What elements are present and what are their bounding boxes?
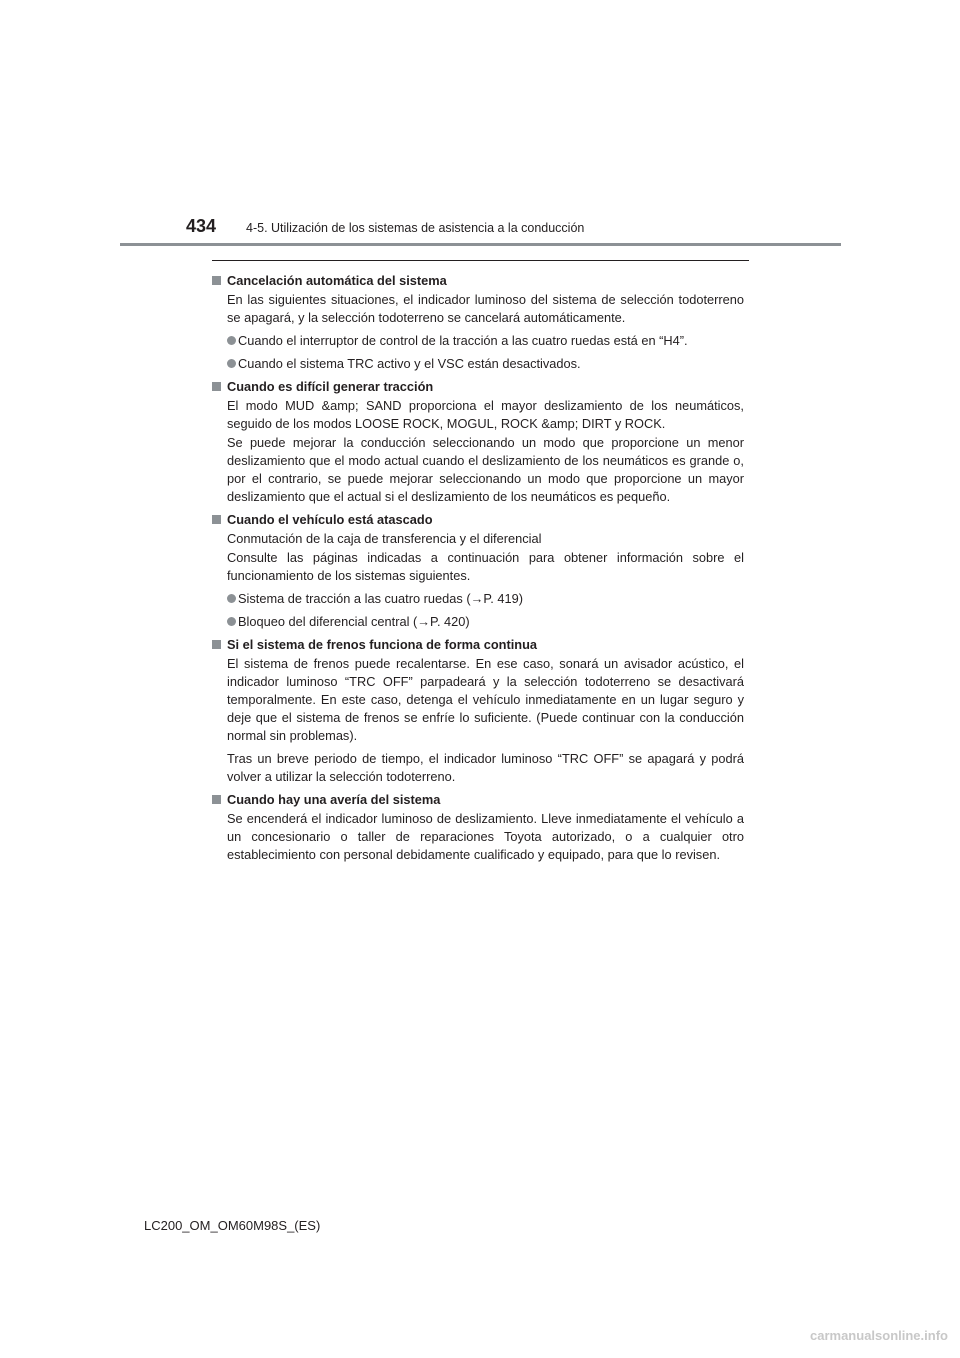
paragraph: En las siguientes situaciones, el indicador luminoso del sistema de selección todoterreno se apagará, y la selección todoterreno se cancelará automáticamente. — [227, 292, 744, 325]
square-bullet-icon — [212, 276, 221, 285]
header-rule — [120, 243, 841, 246]
circle-bullet-icon — [227, 594, 236, 603]
paragraph: Conmutación de la caja de transferencia y el diferencial — [227, 531, 542, 546]
square-bullet-icon — [212, 382, 221, 391]
section-heading — [211, 636, 744, 654]
paragraph: El sistema de frenos puede recalentarse. En ese caso, sonará un avisador acústico, el indicador luminoso “TRC OFF” parpadeará y la selección todoterreno se desactivará temporalmente. En este caso, detenga el vehículo inmediatamente en un lugar seguro y deje que el sistema de frenos se enfríe lo suficiente. (Puede continuar con la conducción normal sin problemas). — [227, 656, 744, 743]
square-bullet-icon — [212, 640, 221, 649]
list-item-text[interactable]: Bloqueo del diferencial central (→P. 420) — [238, 614, 470, 629]
heading-text: Cuando es difícil generar tracción — [227, 379, 434, 394]
heading-text: Cancelación automática del sistema — [227, 273, 447, 288]
paragraph: El modo MUD &amp; SAND proporciona el mayor deslizamiento de los neumáticos, seguido de los modos LOOSE ROCK, MOGUL, ROCK &amp; DIRT y ROCK. — [227, 398, 744, 431]
list-item-text[interactable]: Sistema de tracción a las cuatro ruedas (→P. 419) — [238, 591, 523, 606]
page-number: 434 — [186, 216, 217, 236]
section-auto-cancel — [211, 272, 744, 373]
section-heading — [211, 378, 744, 396]
list-item — [227, 355, 744, 373]
content-rule — [212, 260, 749, 261]
list-item-text: Cuando el interruptor de control de la tracción a las cuatro ruedas está en “H4”. — [238, 333, 688, 348]
heading-text: Cuando hay una avería del sistema — [227, 792, 441, 807]
section-traction — [211, 378, 744, 506]
paragraph: Consulte las páginas indicadas a continuación para obtener información sobre el funcionamiento de los sistemas siguientes. — [227, 550, 744, 583]
list-item-text: Cuando el sistema TRC activo y el VSC están desactivados. — [238, 356, 581, 371]
footer-code: LC200_OM_OM60M98S_(ES) — [144, 1218, 321, 1233]
paragraph: Se encenderá el indicador luminoso de deslizamiento. Lleve inmediatamente el vehículo a un concesionario o taller de reparaciones Toyota autorizado, o a cualquier otro establecimiento con personal debidamente cualificado y equipado, para que lo revisen. — [227, 811, 744, 862]
circle-bullet-icon — [227, 617, 236, 626]
circle-bullet-icon — [227, 336, 236, 345]
section-heading — [211, 511, 744, 529]
section-heading — [211, 272, 744, 290]
heading-text: Cuando el vehículo está atascado — [227, 512, 433, 527]
paragraph: Tras un breve periodo de tiempo, el indicador luminoso “TRC OFF” se apagará y podrá volver a utilizar la selección todoterreno. — [227, 751, 744, 784]
heading-text: Si el sistema de frenos funciona de forma continua — [227, 637, 538, 652]
list-item — [227, 613, 744, 631]
section-stuck — [211, 511, 744, 631]
section-title: 4-5. Utilización de los sistemas de asistencia a la conducción — [246, 221, 585, 235]
paragraph: Se puede mejorar la conducción seleccionando un modo que proporcione un menor deslizamiento que el modo actual cuando el deslizamiento de los neumáticos es grande o, por el contrario, se puede mejorar seleccionando un modo que proporcione un mayor deslizamiento que el actual si el deslizamiento de los neumáticos es pequeño. — [227, 435, 744, 504]
square-bullet-icon — [212, 795, 221, 804]
section-heading — [211, 791, 744, 809]
circle-bullet-icon — [227, 359, 236, 368]
list-item — [227, 332, 744, 350]
square-bullet-icon — [212, 515, 221, 524]
list-item — [227, 590, 744, 608]
section-malfunction — [211, 791, 744, 864]
watermark: carmanualsonline.info — [810, 1328, 948, 1343]
content — [211, 267, 744, 864]
section-brakes — [211, 636, 744, 786]
